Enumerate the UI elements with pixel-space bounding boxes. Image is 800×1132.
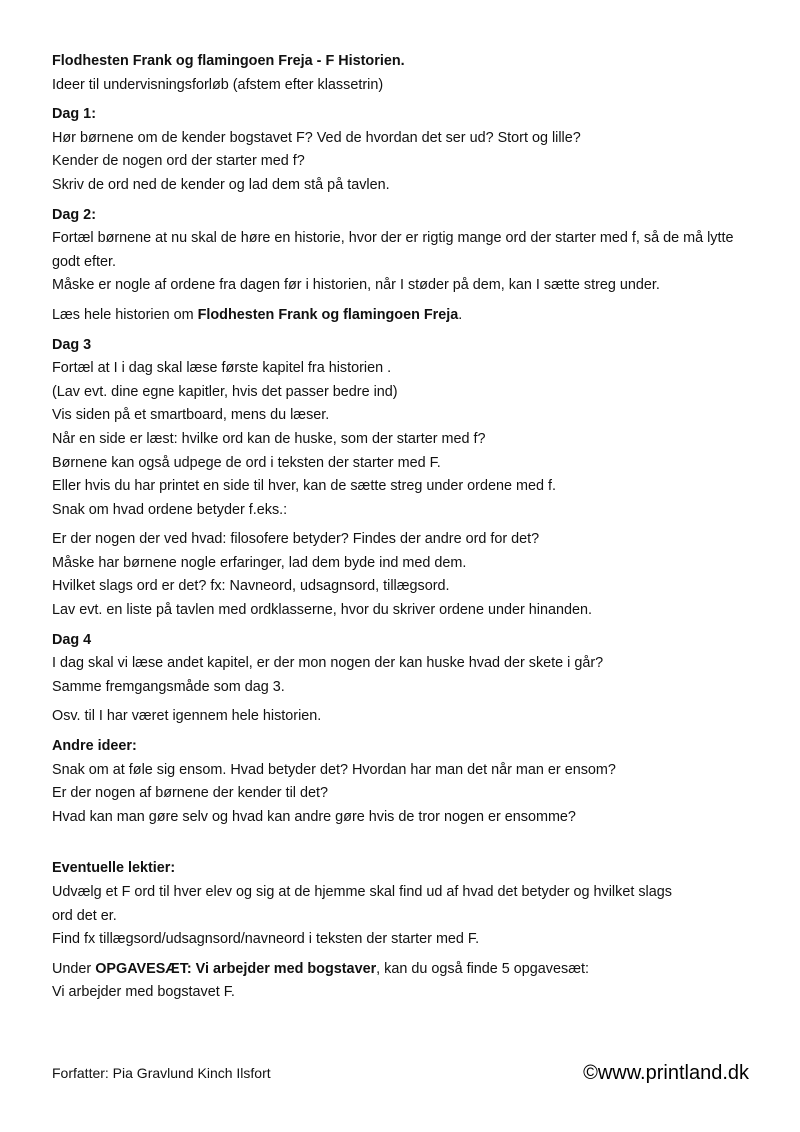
other-ideas-line: Snak om at føle sig ensom. Hvad betyder det? Hvordan har man det når man er ensom? [52, 761, 616, 778]
tasks-suffix: , kan du også finde 5 opgavesæt: [376, 960, 589, 977]
day3-line: Eller hvis du har printet en side til hver, kan de sætte streg under ordene med f. [52, 478, 556, 495]
day3-line: (Lav evt. dine egne kapitler, hvis det passer bedre ind) [52, 383, 398, 400]
day3-line: Børnene kan også udpege de ord i teksten der starter med F. [52, 454, 441, 471]
day1-line: Kender de nogen ord der starter med f? [52, 153, 305, 170]
document-body [52, 50, 752, 1005]
footer-author: Forfatter: Pia Gravlund Kinch Ilsfort [52, 1065, 271, 1081]
day4-line: Samme fremgangsmåde som dag 3. [52, 678, 285, 695]
day3-discussion-line: Lav evt. en liste på tavlen med ordklasserne, hvor du skriver ordene under hinanden. [52, 602, 592, 619]
homework-line: Udvælg et F ord til hver elev og sig at de hjemme skal find ud af hvad det betyder og hvilket slags [52, 884, 672, 900]
read-prefix: Læs hele historien om [52, 306, 198, 323]
day3-discussion-line: Er der nogen der ved hvad: filosofere betyder? Findes der andre ord for det? [52, 531, 540, 548]
day3-line: Fortæl at I i dag skal læse første kapitel fra historien . [52, 360, 392, 377]
day1-line: Hør børnene om de kender bogstavet F? Ved de hvordan det ser ud? Stort og lille? [52, 129, 581, 146]
day3-discussion-line: Måske har børnene nogle erfaringer, lad dem byde ind med dem. [52, 554, 467, 571]
tasks-prefix: Under [52, 960, 96, 977]
document-title: Flodhesten Frank og flamingoen Freja - F Historien. [52, 53, 405, 69]
document-subtitle: Ideer til undervisningsforløb (afstem efter klassetrin) [52, 76, 384, 93]
day2-paragraph: Fortæl børnene at nu skal de høre en historie, hvor der er rigtig mange ord der starter med f, så de må lytte godt efter. [52, 230, 734, 270]
day3-line: Når en side er læst: hvilke ord kan de huske, som der starter med f? [52, 430, 486, 447]
tasks-bold: OPGAVESÆT: Vi arbejder med bogstaver [95, 960, 377, 977]
day3-line: Snak om hvad ordene betyder f.eks.: [52, 501, 288, 518]
tasks-line [52, 958, 752, 982]
day2-read-instruction [52, 304, 752, 328]
story-title-bold: Flodhesten Frank og flamingoen Freja [197, 306, 459, 323]
day3-line: Vis siden på et smartboard, mens du læser. [52, 407, 330, 424]
day4-after: Osv. til I har været igennem hele historien. [52, 708, 322, 725]
other-ideas-heading: Andre ideer: [52, 738, 137, 755]
read-suffix: . [458, 306, 463, 323]
other-ideas-line: Hvad kan man gøre selv og hvad kan andre gøre hvis de tror nogen er ensomme? [52, 808, 576, 825]
homework-heading: Eventuelle lektier: [52, 860, 176, 877]
day4-line: I dag skal vi læse andet kapitel, er der mon nogen der kan huske hvad der skete i går? [52, 655, 604, 672]
day1-line: Skriv de ord ned de kender og lad dem stå på tavlen. [52, 176, 390, 193]
homework-line: Find fx tillægsord/udsagnsord/navneord i teksten der starter med F. [52, 931, 480, 948]
day3-heading: Dag 3 [52, 336, 92, 353]
day2-paragraph: Måske er nogle af ordene fra dagen før i historien, når I støder på dem, kan I sætte streg under. [52, 277, 660, 294]
other-ideas-line: Er der nogen af børnene der kender til det? [52, 785, 328, 802]
tasks-line-2: Vi arbejder med bogstavet F. [52, 984, 235, 1001]
day2-heading: Dag 2: [52, 206, 96, 223]
footer-site: ©www.printland.dk [583, 1062, 749, 1084]
homework-line: ord det er. [52, 907, 117, 924]
day3-discussion-line: Hvilket slags ord er det? fx: Navneord, udsagnsord, tillægsord. [52, 578, 450, 595]
day4-heading: Dag 4 [52, 631, 92, 648]
day1-heading: Dag 1: [52, 106, 96, 123]
